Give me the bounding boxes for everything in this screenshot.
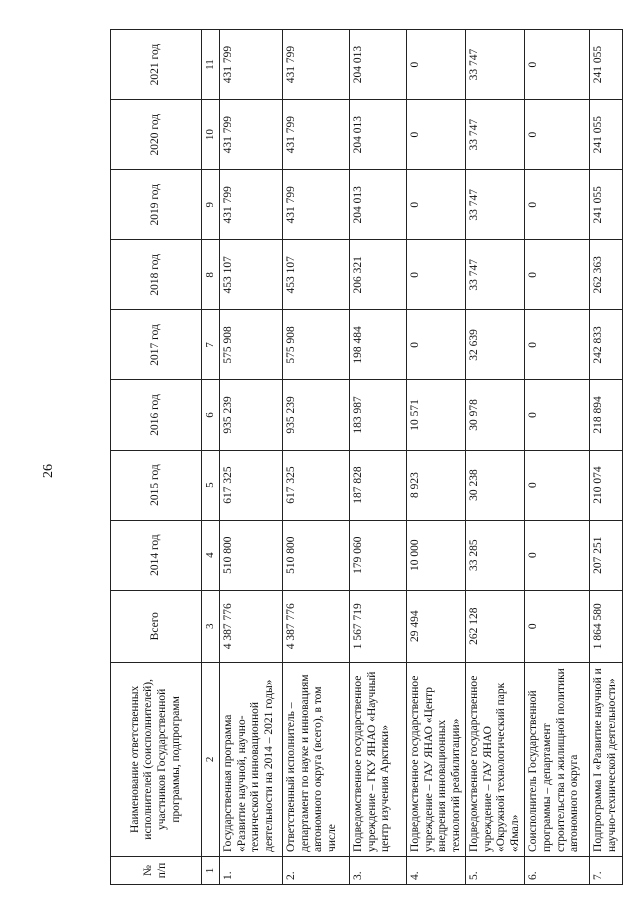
- row-name: Соисполнитель Государственной программы – департамент строительства и жилищной политики автономного округа: [525, 662, 590, 856]
- row-name: Подведомственное государственное учреждение – ГАУ ЯНАО «Окружной технологический парк «Ямал»: [466, 662, 525, 856]
- row-name: Подведомственное государственное учреждение – ГАУ ЯНАО «Центр внедрения инновационных технологий реабилитации»: [406, 662, 465, 856]
- row-name: Подведомственное государственное учреждение – ГКУ ЯНАО «Научный центр изучения Арктики»: [349, 662, 406, 856]
- row-value: 0: [406, 240, 465, 310]
- header-year: 2017 год: [111, 310, 202, 380]
- column-number: 11: [202, 30, 220, 100]
- table-row: [349, 30, 406, 885]
- header-name: Наименование ответственных исполнителей (соисполнителей), участников Государственной программы, подпрограмм: [111, 662, 202, 856]
- row-value: 242 833: [590, 310, 623, 380]
- row-value: 0: [525, 170, 590, 240]
- table-row: [219, 30, 282, 885]
- row-name: Ответственный исполнитель – департамент по науке и инновациям автономного округа (всего), в том числе: [282, 662, 349, 856]
- row-value: 33 747: [466, 100, 525, 170]
- row-value: 431 799: [219, 100, 282, 170]
- row-number: 1.: [219, 856, 282, 884]
- row-value: 575 908: [219, 310, 282, 380]
- row-value: 0: [525, 100, 590, 170]
- header-row: [111, 30, 202, 885]
- row-value: 218 894: [590, 380, 623, 450]
- row-value: 431 799: [282, 170, 349, 240]
- row-value: 0: [525, 380, 590, 450]
- row-value: 204 013: [349, 30, 406, 100]
- funding-table: [110, 29, 623, 885]
- row-value: 431 799: [282, 100, 349, 170]
- row-value: 0: [525, 240, 590, 310]
- row-number: 2.: [282, 856, 349, 884]
- header-number: № п/п: [111, 856, 202, 884]
- column-number: 1: [202, 856, 220, 884]
- row-name: Подпрограмма I «Развитие научной и научно-технической деятельности»: [590, 662, 623, 856]
- row-value: 30 238: [466, 450, 525, 520]
- header-year: 2021 год: [111, 30, 202, 100]
- row-value: 207 251: [590, 520, 623, 590]
- row-total: 0: [525, 590, 590, 662]
- row-value: 33 747: [466, 170, 525, 240]
- row-value: 241 055: [590, 30, 623, 100]
- row-value: 8 923: [406, 450, 465, 520]
- row-total: 4 387 776: [219, 590, 282, 662]
- row-value: 262 363: [590, 240, 623, 310]
- row-value: 935 239: [219, 380, 282, 450]
- rotated-table-container: [110, 29, 619, 885]
- row-total: 29 494: [406, 590, 465, 662]
- column-number: 4: [202, 520, 220, 590]
- row-name: Государственная программа «Развитие научной, научно-технической и инновационной деятельности на 2014 – 2021 годы»: [219, 662, 282, 856]
- row-number: 5.: [466, 856, 525, 884]
- row-value: 10 000: [406, 520, 465, 590]
- row-value: 10 571: [406, 380, 465, 450]
- row-value: 32 639: [466, 310, 525, 380]
- row-value: 510 800: [219, 520, 282, 590]
- row-value: 30 978: [466, 380, 525, 450]
- row-value: 210 074: [590, 450, 623, 520]
- row-value: 33 747: [466, 30, 525, 100]
- column-number: 5: [202, 450, 220, 520]
- row-value: 431 799: [219, 30, 282, 100]
- row-value: 0: [406, 170, 465, 240]
- row-value: 204 013: [349, 100, 406, 170]
- table-row: [282, 30, 349, 885]
- column-number: 6: [202, 380, 220, 450]
- row-value: 33 747: [466, 240, 525, 310]
- row-total: 1 567 719: [349, 590, 406, 662]
- row-number: 3.: [349, 856, 406, 884]
- row-value: 431 799: [219, 170, 282, 240]
- row-value: 0: [525, 310, 590, 380]
- header-total: Всего: [111, 590, 202, 662]
- header-year: 2014 год: [111, 520, 202, 590]
- row-value: 453 107: [219, 240, 282, 310]
- row-value: 0: [525, 520, 590, 590]
- column-number: 10: [202, 100, 220, 170]
- row-number: 7.: [590, 856, 623, 884]
- row-value: 0: [525, 450, 590, 520]
- table-row: [525, 30, 590, 885]
- column-number-row: [202, 30, 220, 885]
- header-year: 2020 год: [111, 100, 202, 170]
- row-value: 241 055: [590, 100, 623, 170]
- header-year: 2018 год: [111, 240, 202, 310]
- row-value: 179 060: [349, 520, 406, 590]
- row-value: 198 484: [349, 310, 406, 380]
- row-value: 183 987: [349, 380, 406, 450]
- row-value: 204 013: [349, 170, 406, 240]
- row-total: 4 387 776: [282, 590, 349, 662]
- column-number: 9: [202, 170, 220, 240]
- row-value: 0: [406, 30, 465, 100]
- header-year: 2019 год: [111, 170, 202, 240]
- row-value: 187 828: [349, 450, 406, 520]
- page-number: 26: [41, 464, 56, 478]
- row-value: 33 285: [466, 520, 525, 590]
- column-number: 2: [202, 662, 220, 856]
- row-value: 510 800: [282, 520, 349, 590]
- row-value: 0: [406, 100, 465, 170]
- column-number: 8: [202, 240, 220, 310]
- row-value: 0: [525, 30, 590, 100]
- column-number: 7: [202, 310, 220, 380]
- row-value: 241 055: [590, 170, 623, 240]
- row-value: 0: [406, 310, 465, 380]
- row-value: 575 908: [282, 310, 349, 380]
- row-total: 1 864 580: [590, 590, 623, 662]
- table-row: [466, 30, 525, 885]
- row-number: 6.: [525, 856, 590, 884]
- header-year: 2016 год: [111, 380, 202, 450]
- table-row: [590, 30, 623, 885]
- column-number: 3: [202, 590, 220, 662]
- row-value: 206 321: [349, 240, 406, 310]
- table-row: [406, 30, 465, 885]
- row-value: 453 107: [282, 240, 349, 310]
- row-value: 617 325: [282, 450, 349, 520]
- row-value: 431 799: [282, 30, 349, 100]
- row-total: 262 128: [466, 590, 525, 662]
- header-year: 2015 год: [111, 450, 202, 520]
- row-value: 617 325: [219, 450, 282, 520]
- row-value: 935 239: [282, 380, 349, 450]
- row-number: 4.: [406, 856, 465, 884]
